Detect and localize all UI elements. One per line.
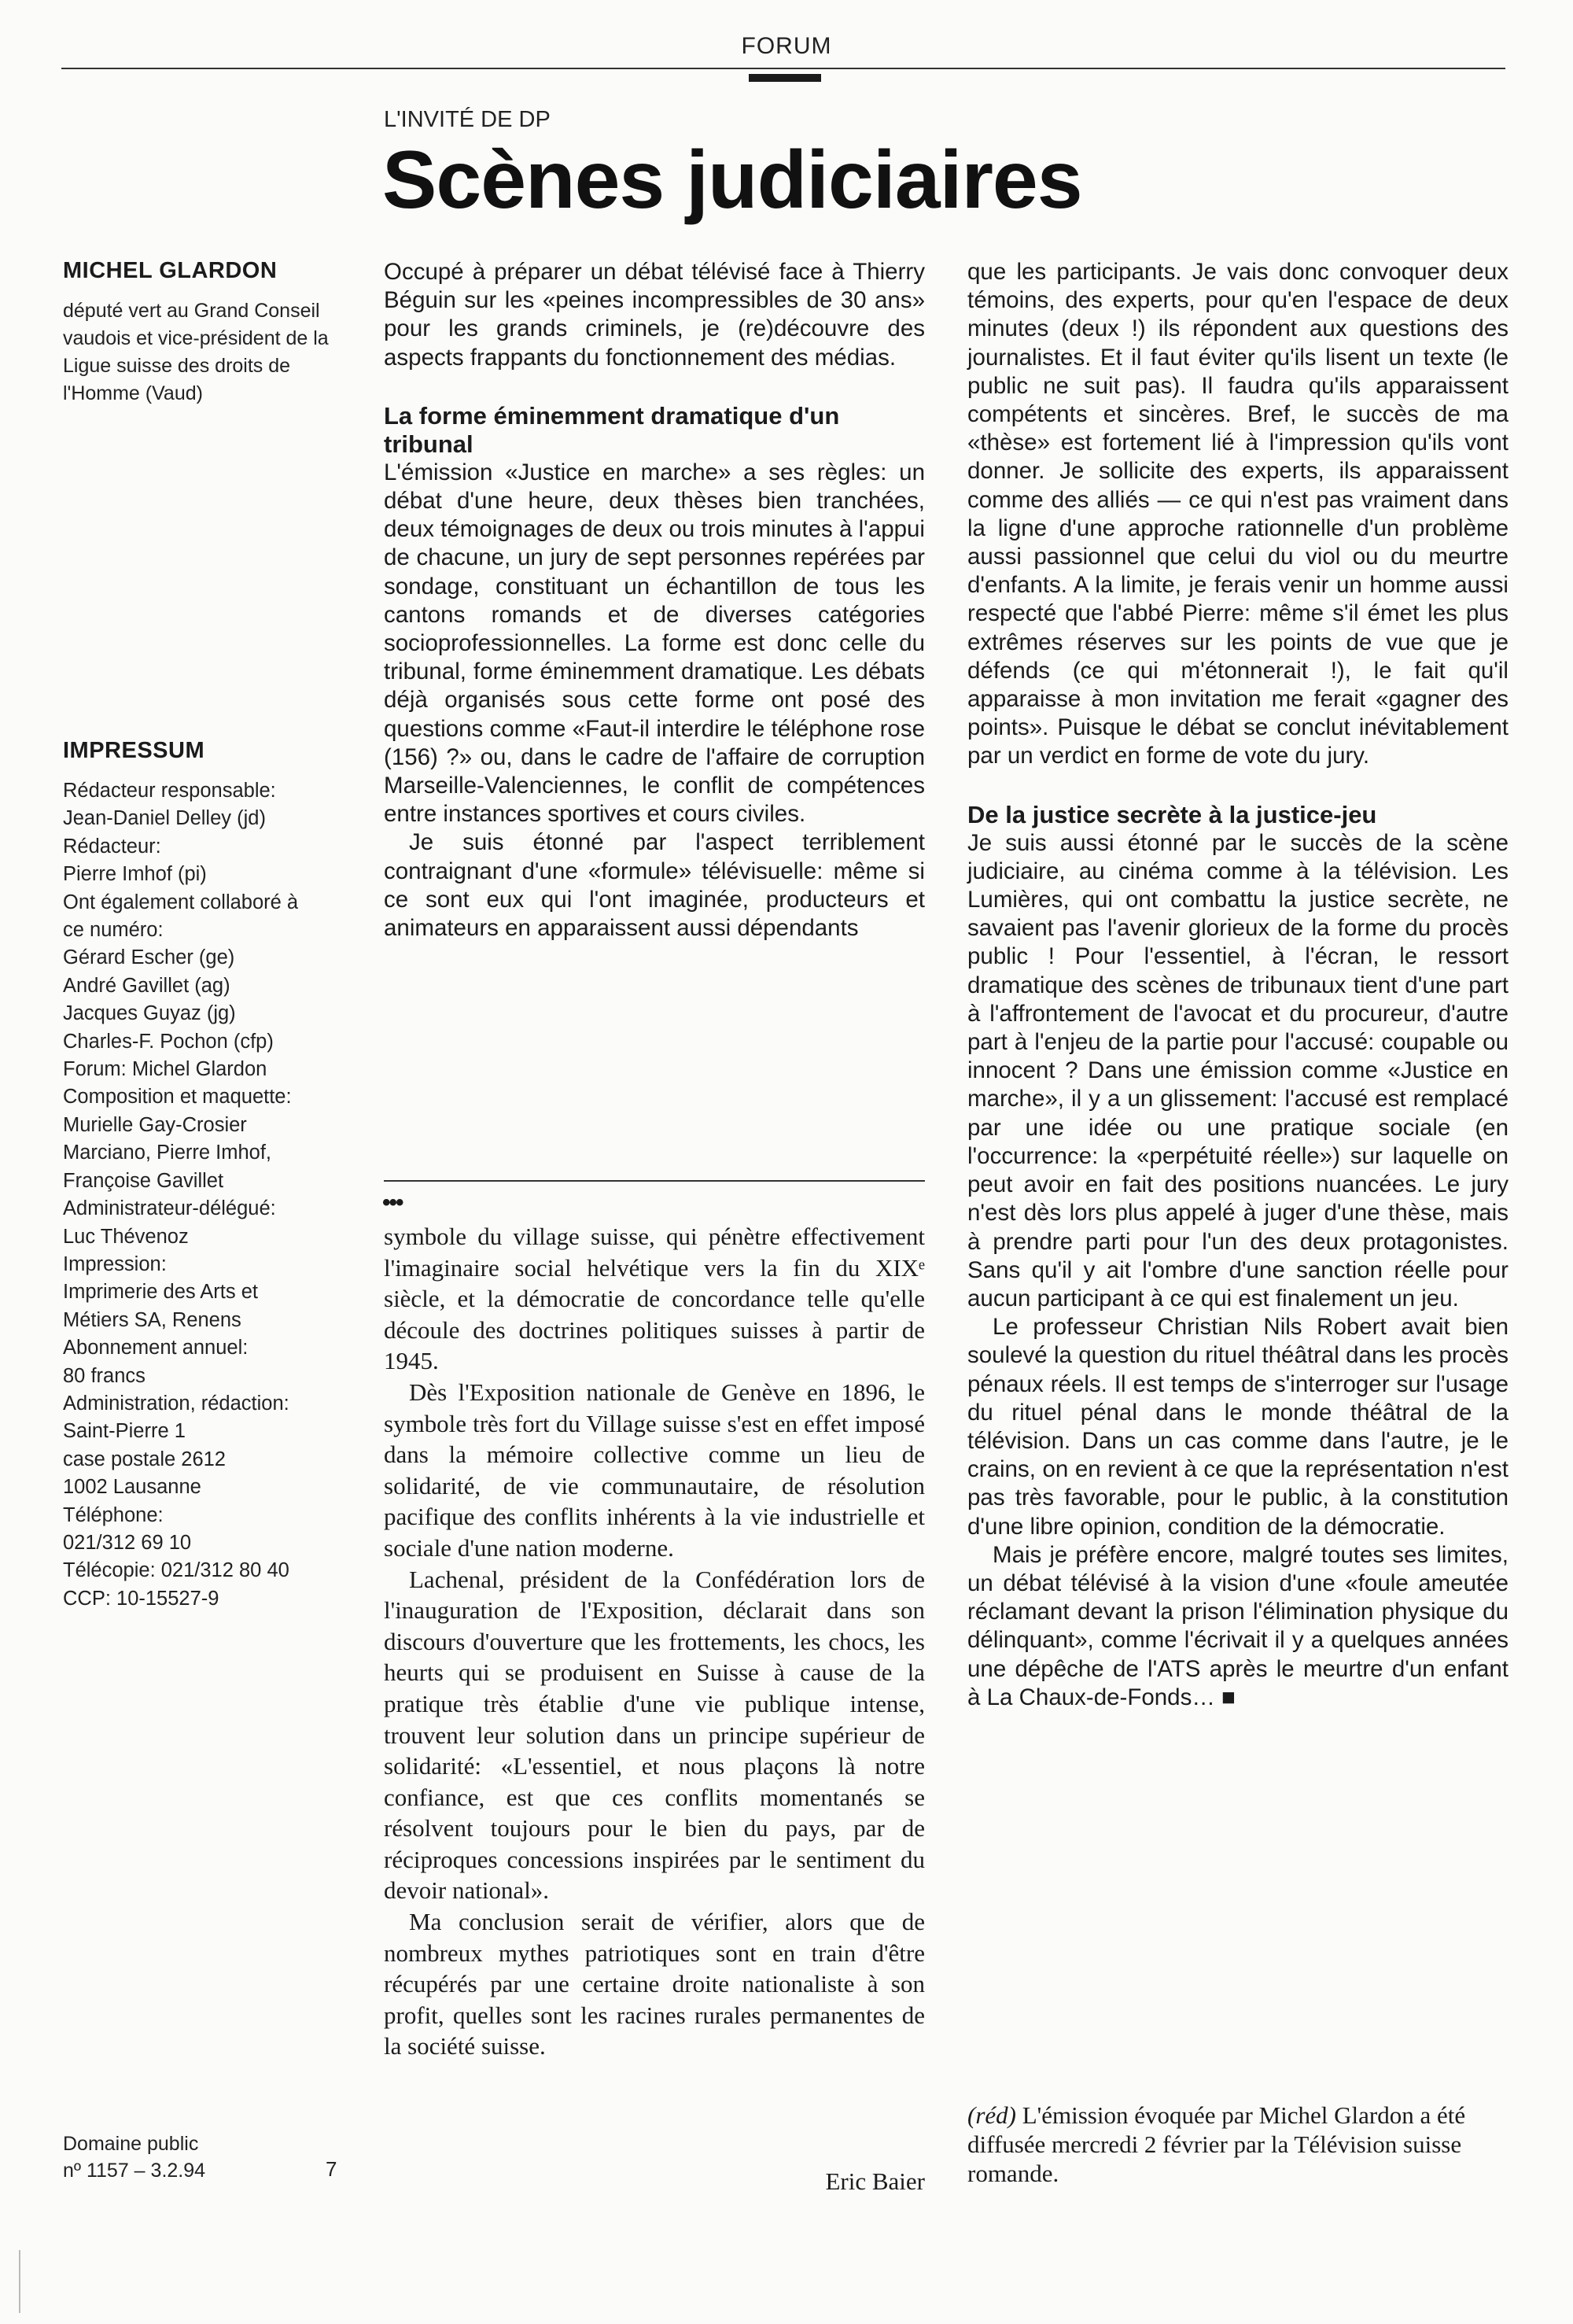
article-paragraph: que les participants. Je vais donc convoquer deux témoins, des experts, pour qu'en l'espace de deux minutes (deux !) ils répondent aux questions des journalistes. Et il faut éviter qu'ils lisent un texte (le public ne suit pas). Il faudra qu'ils apparaissent compétents et sincères. Bref, le succès de ma «thèse» est fortement lié à l'impression qu'ils vont donner. Je sollicite des experts, ils apparaissent comme des alliés — ce qui n'est pas vraiment dans la ligne d'une approche rationnelle d'un problème aussi passionnel que celui du viol ou du meurtre d'enfants. A la limite, je ferais venir un homme aussi respecté que l'abbé Pierre: même s'il émet les plus extrêmes réserves sur les points de vue que je défends (ce qui m'étonnerait !), le fait qu'il apparaisse à mon invitation me ferait «gagner des points». Puisque le débat se conclut inévitablement par un verdict en forme de vote du jury. bbox=[967, 259, 1509, 769]
impressum-line: Forum: Michel Glardon bbox=[63, 1058, 267, 1081]
page-title: Scènes judiciaires bbox=[382, 135, 1082, 226]
issue-number: nº 1157 – 3.2.94 bbox=[63, 2160, 206, 2182]
impressum-line: 021/312 69 10 bbox=[63, 1531, 192, 1554]
section-label: FORUM bbox=[741, 33, 832, 59]
impressum-line: Gérard Escher (ge) bbox=[63, 946, 235, 969]
article-closing-text: Mais je préfère encore, malgré toutes ses limites, un débat télévisé à la vision d'une «foule ameutée réclamant devant la prison l'élimination physique du délinquant», comme l'écrivait il y a quelques années une dépêche de l'ATS après le meurtre d'un enfant à La Chaux-de-Fonds… bbox=[967, 1541, 1509, 1710]
article-paragraph: L'émission «Justice en marche» a ses règles: un débat d'une heure, deux thèses bien tranchées, deux témoignages de deux ou trois minutes à l'appui de chacune, un jury de sept personnes repérées par sondage, constituant un échantillon de tous les cantons romands et de diverses catégories socioprofessionnelles. La forme est donc celle du tribunal, forme éminemment dramatique. Les débats déjà organisés sous cette forme ont posé des questions comme «Faut-il interdire le téléphone rose (156) ?» ou, dans le cadre de l'affaire de corruption Marseille-Valenciennes, le conflit de compétences entre instances sportives et cours civiles. bbox=[384, 459, 925, 828]
impressum-list bbox=[63, 777, 346, 1613]
impressum-line: Administrateur-délégué: bbox=[63, 1197, 276, 1220]
page-number: 7 bbox=[326, 2157, 337, 2181]
article-subheading-1: La forme éminemment dramatique d'un tribunal bbox=[384, 401, 840, 458]
end-mark-icon: ■ bbox=[1221, 1684, 1236, 1710]
impressum-line: Françoise Gavillet bbox=[63, 1169, 224, 1192]
impressum-line: Imprimerie des Arts et bbox=[63, 1281, 258, 1304]
header-rule-tab bbox=[749, 74, 821, 82]
editor-note bbox=[967, 2101, 1509, 2188]
impressum-line: CCP: 10-15527-9 bbox=[63, 1587, 219, 1610]
kicker: L'INVITÉ DE DP bbox=[384, 107, 551, 132]
publication-name: Domaine public bbox=[63, 2133, 199, 2155]
impressum-line: Téléphone: bbox=[63, 1503, 164, 1526]
impressum-line: ce numéro: bbox=[63, 919, 164, 942]
scan-margin-line bbox=[19, 2250, 20, 2313]
article-column-2 bbox=[967, 258, 1509, 1712]
impressum-line: Rédacteur: bbox=[63, 835, 161, 858]
continued-paragraph: symbole du village suisse, qui pénètre effectivement l'imaginaire social helvétique vers la fin du XIXᵉ siècle, et la démocratie de concordance telle qu'elle découle des doctrines politiques suisses à partir de 1945. bbox=[384, 1223, 925, 1375]
impressum-line: Impression: bbox=[63, 1252, 167, 1275]
header-rule bbox=[61, 68, 1505, 69]
continuation-dots: ••• bbox=[382, 1190, 403, 1215]
impressum-line: Ont également collaboré à bbox=[63, 891, 299, 913]
impressum-line: Pierre Imhof (pi) bbox=[63, 863, 207, 886]
continued-paragraph: Ma conclusion serait de vérifier, alors que de nombreux mythes patriotiques sont en train d'être récupérés par une certaine droite nationaliste à son profit, quelles sont les racines rurales permanentes de la société suisse. bbox=[384, 1908, 925, 2060]
editor-note-text: L'émission évoquée par Michel Glardon a été diffusée mercredi 2 février par la Télévision suisse romande. bbox=[967, 2101, 1466, 2187]
impressum-line: Jean-Daniel Delley (jd) bbox=[63, 807, 266, 830]
impressum-line: Luc Thévenoz bbox=[63, 1225, 189, 1248]
impressum-line: André Gavillet (ag) bbox=[63, 974, 230, 997]
impressum-line: Télécopie: 021/312 80 40 bbox=[63, 1559, 289, 1582]
publication-footer bbox=[63, 2130, 205, 2184]
continued-paragraph: Dès l'Exposition nationale de Genève en 1896, le symbole très fort du Village suisse s'est en effet imposé dans la mémoire collective comme un lieu de solidarité, de vie communautaire, de résolution pacifique des conflits inhérents à la vie industrielle et sociale d'une nation moderne. bbox=[384, 1378, 925, 1562]
impressum-line: Composition et maquette: bbox=[63, 1086, 292, 1109]
section-divider bbox=[384, 1180, 925, 1182]
continued-article bbox=[384, 1221, 925, 2062]
impressum-line: Saint-Pierre 1 bbox=[63, 1420, 186, 1443]
editor-note-tag: (réd) bbox=[967, 2101, 1016, 2129]
impressum-line: Murielle Gay-Crosier bbox=[63, 1113, 247, 1136]
article-paragraph: Je suis étonné par l'aspect terriblement contraignant d'une «formule» télévisuelle: même si ce sont eux qui l'ont imaginée, producteurs et animateurs en apparaissent aussi dépendants bbox=[384, 829, 925, 942]
continued-paragraph: Lachenal, président de la Confédération lors de l'inauguration de l'Exposition, déclarait dans son discours d'ouverture que les frottements, les chocs, les heurts qui se produisent en Suisse à cause de la pratique très établie d'une vie publique intense, trouvent leur solution dans un principe supérieur de solidarité: «L'essentiel, et nous plaçons là notre confiance, est que ces conflits momentanés se résolvent toujours pour le bien du pays, par de réciproques concessions inspirées par le sentiment du devoir national». bbox=[384, 1565, 925, 1905]
article-paragraph: Je suis aussi étonné par le succès de la scène judiciaire, au cinéma comme à la télévision. Les Lumières, qui ont combattu la justice secrète, ne savaient pas l'avenir glorieux de la forme du procès public ! Pour l'essentiel, à l'écran, le ressort dramatique des scènes de tribunaux tient d'une part à l'affrontement de l'avocat et du procureur, d'autre part à l'enjeu de la partie pour l'accusé: coupable ou innocent ? Dans une émission comme «Justice en marche», il y a un glissement: l'accusé est remplacé par une idée ou une pratique sociale (en l'occurrence: la «perpétuité réelle») sur laquelle on peut avoir en fait des positions nuancées. Le jury n'est dès lors plus appelé à juger d'une thèse, mais à prendre parti pour l'un des deux protagonistes. Sans qu'il y ait l'ombre d'une sanction réelle pour aucun participant à ce qui est finalement un jeu. bbox=[967, 829, 1509, 1311]
article-paragraph: Le professeur Christian Nils Robert avait bien soulevé la question du rituel théâtral dans les procès pénaux réels. Il est temps de s'interroger sur l'usage du rituel pénal dans le monde théâtral de la télévision. Dans un cas comme dans l'autre, je le crains, on en revient à ce que la représentation n'est pas très favorable, pour le public, à la constitution d'une libre opinion, condition de la démocratie. bbox=[967, 1314, 1509, 1540]
impressum-line: Jacques Guyaz (jg) bbox=[63, 1002, 236, 1025]
article-intro: Occupé à préparer un débat télévisé face à Thierry Béguin sur les «peines incompressibles de 30 ans» pour les grands criminels, je (re)découvre des aspects frappants du fonctionnement des médias. bbox=[384, 259, 925, 371]
article-subheading-2: De la justice secrète à la justice-jeu bbox=[967, 800, 1377, 828]
article-paragraph bbox=[967, 1541, 1509, 1712]
impressum-line: Marciano, Pierre Imhof, bbox=[63, 1142, 272, 1164]
signature: Eric Baier bbox=[825, 2167, 925, 2195]
article-column-1 bbox=[384, 258, 925, 943]
impressum-line: 80 francs bbox=[63, 1364, 146, 1387]
author-role: député vert au Grand Conseil vaudois et vice-président de la Ligue suisse des droits de l'Homme (Vaud) bbox=[63, 300, 329, 404]
impressum-line: Métiers SA, Renens bbox=[63, 1308, 241, 1331]
impressum-line: Rédacteur responsable: bbox=[63, 780, 276, 802]
impressum-line: case postale 2612 bbox=[63, 1448, 226, 1470]
impressum-line: 1002 Lausanne bbox=[63, 1476, 201, 1499]
author-name: MICHEL GLARDON bbox=[63, 258, 278, 283]
impressum-line: Charles-F. Pochon (cfp) bbox=[63, 1030, 274, 1053]
impressum-line: Abonnement annuel: bbox=[63, 1337, 249, 1359]
impressum-line: Administration, rédaction: bbox=[63, 1392, 289, 1415]
impressum-heading: IMPRESSUM bbox=[63, 738, 205, 763]
